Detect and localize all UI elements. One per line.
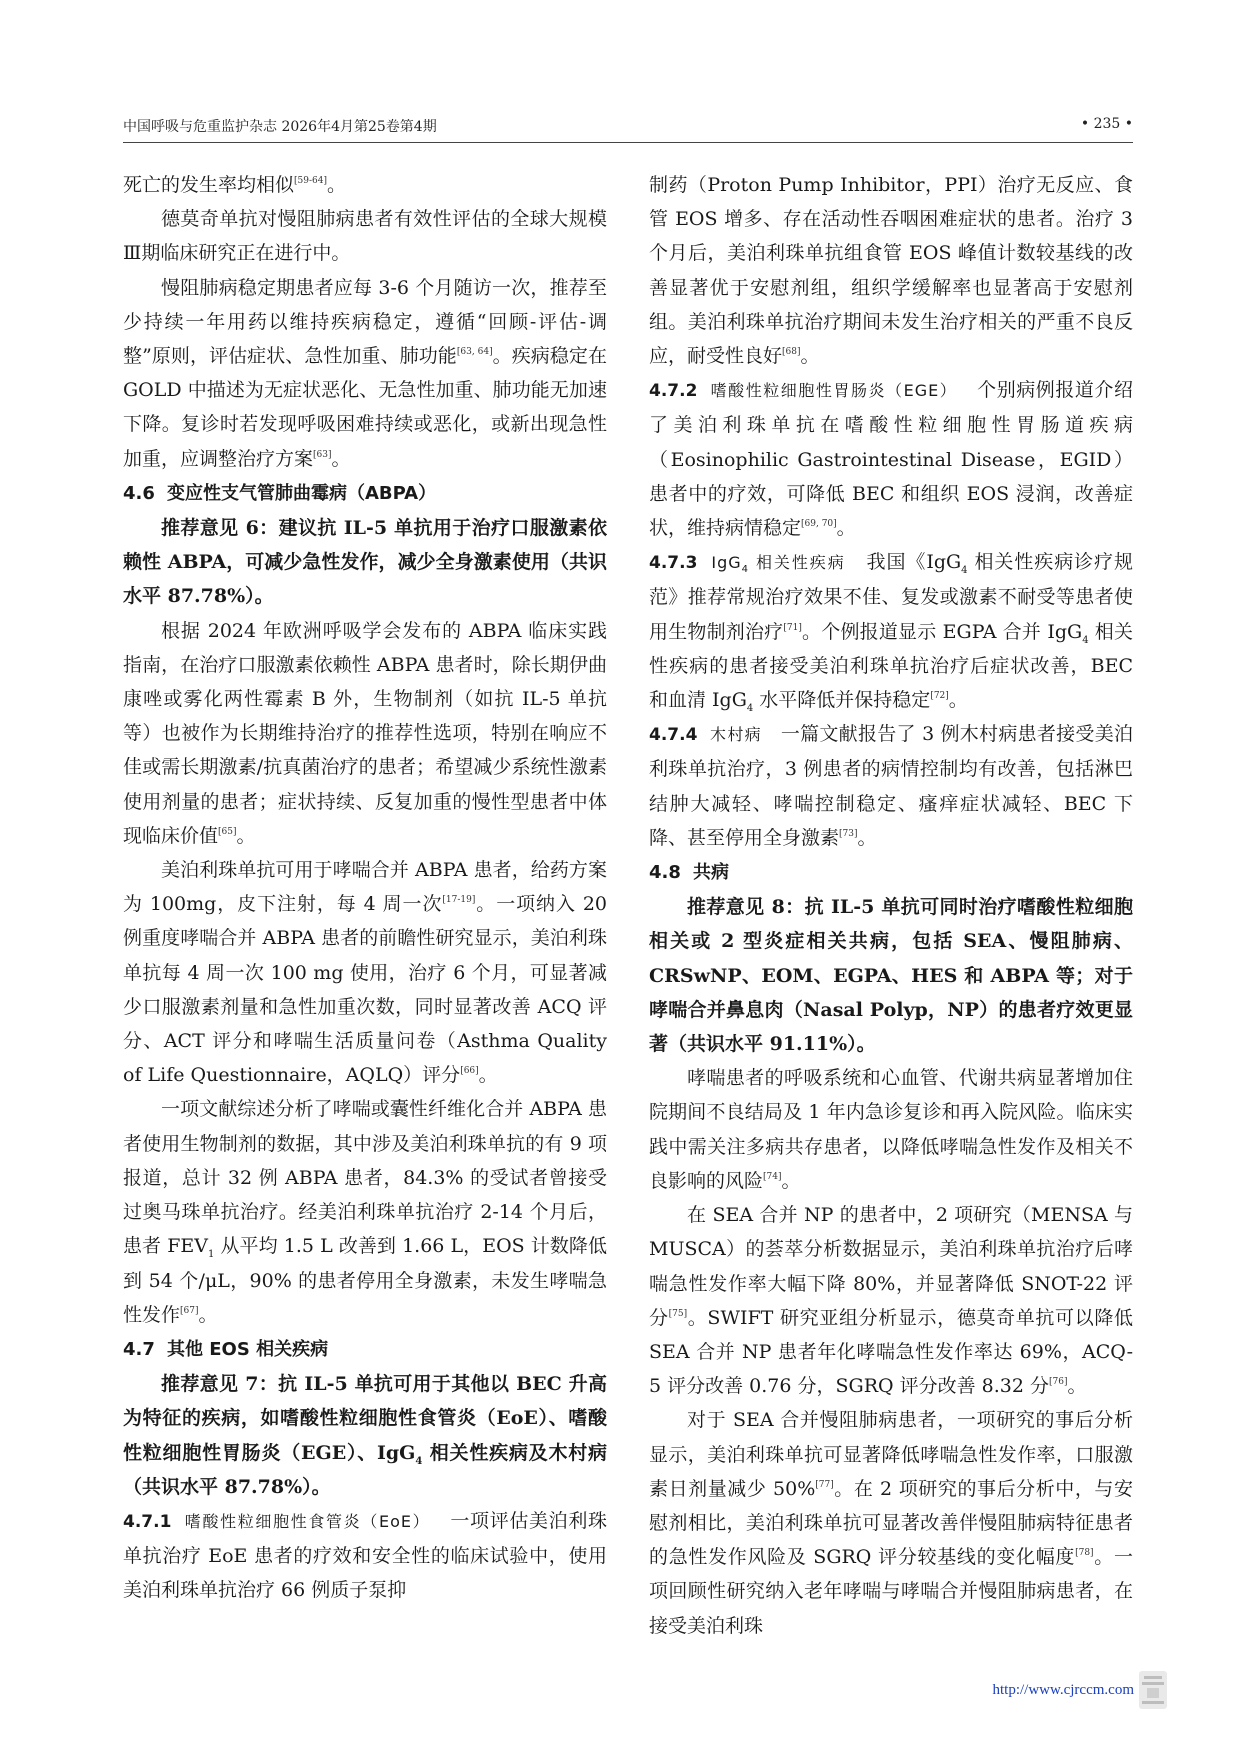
header-rule: [123, 142, 1133, 143]
recommendation: 推荐意见 7：抗 IL-5 单抗可用于其他以 BEC 升高为特征的疾病，如嗜酸性粒细胞性食管炎（EoE）、嗜酸性粒细胞性胃肠炎（EGE）、IgG$_4$ 相关性疾病及木村病（共识水平 87.78%）。: [123, 1373, 607, 1498]
citation: [78]: [1075, 1548, 1094, 1559]
citation: [75]: [668, 1308, 688, 1319]
paragraph: 根据 2024 年欧洲呼吸学会发布的 ABPA 临床实践指南，在治疗口服激素依赖性 ABPA 患者时，除长期伊曲康唑或雾化两性霉素 B 外，生物制剂（如抗 IL-5 单抗等）也被作为长期维持治疗的推荐性选项，特别在响应不佳或需长期激素/抗真菌治疗的患者；希望减少系统性激素使用剂量的患者；症状持续、反复加重的慢性型患者中体现临床价值[65]。: [123, 619, 607, 847]
citation: [67]: [180, 1305, 199, 1316]
journal-logo-icon: [1138, 1670, 1168, 1710]
journal-url-link[interactable]: http://www.cjrccm.com: [992, 1682, 1134, 1698]
section-heading: 4.8 共病: [649, 862, 729, 884]
citation: [66]: [460, 1066, 479, 1077]
citation: [73]: [839, 828, 858, 839]
paragraph: 死亡的发生率均相似[59-64]。: [123, 174, 346, 196]
citation: [72]: [930, 691, 949, 702]
citation: [65]: [218, 826, 237, 837]
citation: [76]: [1049, 1377, 1068, 1388]
page-number: • 235 •: [1080, 116, 1133, 132]
paragraph: 一项文献综述分析了哮喘或囊性纤维化合并 ABPA 患者使用生物制剂的数据，其中涉及美泊利珠单抗的有 9 项报道，总计 32 例 ABPA 患者，84.3% 的受试者曾接受过奥马珠单抗治疗。经美泊利珠单抗治疗 2-14 个月后，患者 $FEV_1$ 从平均 1.5 L 改善到 1.66 L，EOS 计数降低到 54 个/μL，90% 的患者停用全身激素，未发生哮喘急性发作[67]。: [123, 1098, 607, 1326]
subsection-paragraph: 4.7.3 IgG$_4$ 相关性疾病 我国《IgG$_4$ 相关性疾病诊疗规范》推荐常规治疗效果不佳、复发或激素不耐受等患者使用生物制剂治疗[71]。个例报道显示 EGPA 合并 IgG$_4$ 相关性疾病的患者接受美泊利珠单抗治疗后症状改善，BEC 和血清 IgG$_4$ 水平降低并保持稳定[72]。: [649, 551, 1133, 714]
journal-title: 中国呼吸与危重监护杂志 2026年4月第25卷第4期: [123, 119, 437, 135]
citation: [69, 70]: [801, 519, 837, 530]
recommendation: 推荐意见 8：抗 IL-5 单抗可同时治疗嗜酸性粒细胞相关或 2 型炎症相关共病，包括 SEA、慢阻肺病、CRSwNP、EOM、EGPA、HES 和 ABPA 等；对于哮喘合并鼻息肉（Nasal Polyp，NP）的患者疗效更显著（共识水平 91.11%）。: [649, 896, 1133, 1056]
section-heading: 4.6 变应性支气管肺曲霉病（ABPA）: [123, 482, 437, 504]
paragraph: 对于 SEA 合并慢阻肺病患者，一项研究的事后分析显示，美泊利珠单抗可显著降低哮喘急性发作率，口服激素日剂量减少 50%[77]。在 2 项研究的事后分析中，与安慰剂相比，美泊利珠单抗可显著改善伴慢阻肺病特征患者的急性发作风险及 SGRQ 评分较基线的变化幅度[78]。一项回顾性研究纳入老年哮喘与哮喘合并慢阻肺病患者，在接受美泊利珠: [649, 1409, 1133, 1637]
citation: [59-64]: [294, 176, 327, 186]
paragraph: 制药（Proton Pump Inhibitor，PPI）治疗无反应、食管 EOS 增多、存在活动性吞咽困难症状的患者。治疗 3 个月后，美泊利珠单抗组食管 EOS 峰值计数较基线的改善显著优于安慰剂组，组织学缓解率也显著高于安慰剂组。美泊利珠单抗治疗期间未发生治疗相关的严重不良反应，耐受性良好[68]。: [649, 174, 1133, 368]
section-heading: 4.7 其他 EOS 相关疾病: [123, 1338, 329, 1360]
paragraph: 在 SEA 合并 NP 的患者中，2 项研究（MENSA 与 MUSCA）的荟萃分析数据显示，美泊利珠单抗治疗后哮喘急性发作率大幅下降 80%，并显著降低 SNOT-22 评分[75]。SWIFT 研究亚组分析显示，德莫奇单抗可以降低 SEA 合并 NP 患者年化哮喘急性发作率达 69%，ACQ-5 评分改善 0.76 分，SGRQ 评分改善 8.32 分[76]。: [649, 1204, 1133, 1398]
recommendation: 推荐意见 6：建议抗 IL-5 单抗用于治疗口服激素依赖性 ABPA，可减少急性发作，减少全身激素使用（共识水平 87.78%）。: [123, 517, 607, 608]
citation: [68]: [782, 347, 801, 358]
paragraph: 德莫奇单抗对慢阻肺病患者有效性评估的全球大规模Ⅲ期临床研究正在进行中。: [123, 208, 607, 265]
citation: [71]: [783, 622, 802, 633]
citation: [17-19]: [442, 895, 476, 906]
running-header: [123, 116, 1133, 138]
subsection-paragraph: 4.7.2 嗜酸性粒细胞性胃肠炎（EGE） 个别病例报道介绍了美泊利珠单抗在嗜酸性粒细胞性胃肠道疾病（Eosinophilic Gastrointestinal Disease，EGID）患者中的疗效，可降低 BEC 和组织 EOS 浸润，改善症状，维持病情稳定[69, 70]。: [649, 379, 1133, 540]
paragraph: 哮喘患者的呼吸系统和心血管、代谢共病显著增加住院期间不良结局及 1 年内急诊复诊和再入院风险。临床实践中需关注多病共存患者，以降低哮喘急性发作及相关不良影响的风险[74]。: [649, 1067, 1133, 1192]
paragraph: 美泊利珠单抗可用于哮喘合并 ABPA 患者，给药方案为 100mg，皮下注射，每 4 周一次[17-19]。一项纳入 20 例重度哮喘合并 ABPA 患者的前瞻性研究显示，美泊利珠单抗每 4 周一次 100 mg 使用，治疗 6 个月，可显著减少口服激素剂量和急性加重次数，同时显著改善 ACQ 评分、ACT 评分和哮喘生活质量问卷（Asthma Quality of Life Questionnaire，AQLQ）评分[66]。: [123, 859, 608, 1087]
right-column: [649, 168, 1133, 1643]
citation: [63]: [313, 449, 332, 460]
paragraph: 慢阻肺病稳定期患者应每 3-6 个月随访一次，推荐至少持续一年用药以维持疾病稳定，遵循“回顾-评估-调整”原则，评估症状、急性加重、肺功能[63, 64]。疾病稳定在 GOLD 中描述为无症状恶化、无急性加重、肺功能无加速下降。复诊时若发现呼吸困难持续或恶化，或新出现急性加重，应调整治疗方案[63]。: [123, 276, 607, 470]
subsection-paragraph: 4.7.1 嗜酸性粒细胞性食管炎（EoE） 一项评估美泊利珠单抗治疗 EoE 患者的疗效和安全性的临床试验中，使用美泊利珠单抗治疗 66 例质子泵抑: [123, 1509, 607, 1602]
citation: [63, 64]: [456, 347, 493, 358]
citation: [74]: [763, 1171, 782, 1182]
left-column: [123, 168, 607, 1608]
citation: [77]: [815, 1479, 834, 1490]
subsection-paragraph: 4.7.4 木村病 一篇文献报告了 3 例木村病患者接受美泊利珠单抗治疗，3 例患者的病情控制均有改善，包括淋巴结肿大减轻、哮喘控制稳定、瘙痒症状减轻、BEC 下降、甚至停用全身激素[73]。: [649, 723, 1133, 849]
